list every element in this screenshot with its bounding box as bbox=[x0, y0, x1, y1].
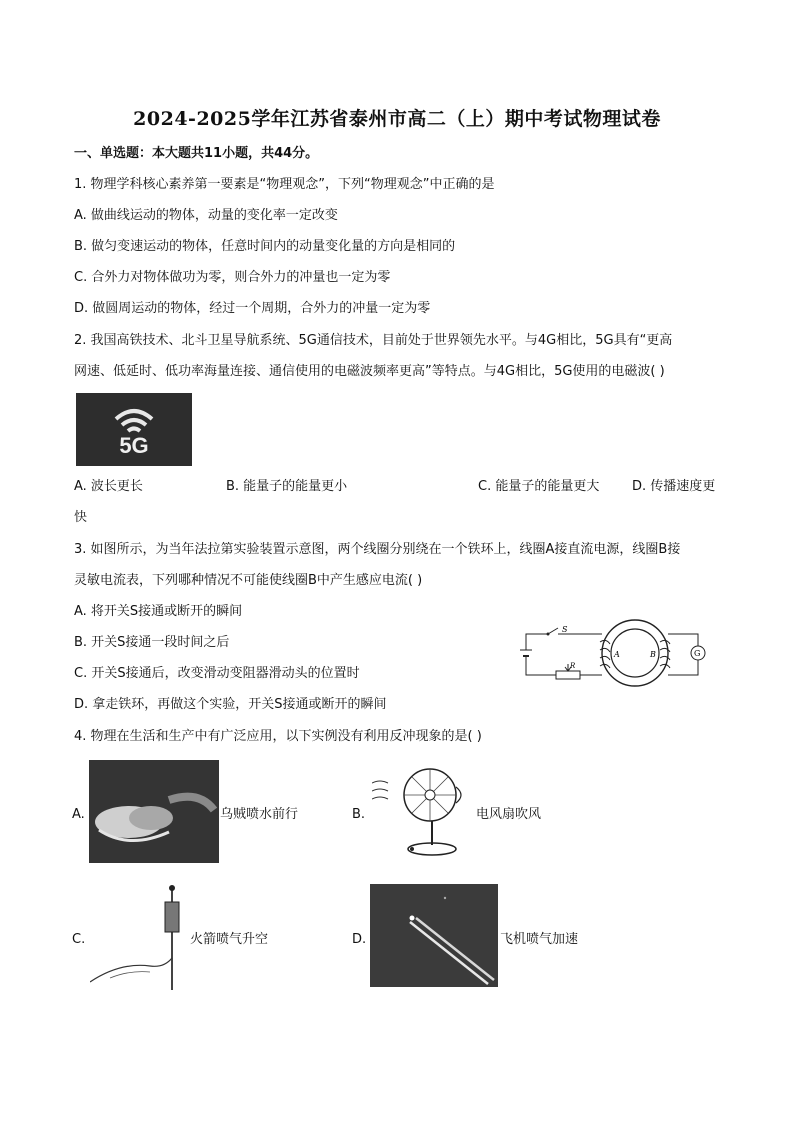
section-heading: 一、单选题：本大题共11小题，共44分。 bbox=[74, 146, 319, 161]
5g-image bbox=[76, 393, 192, 466]
q1-option-b: B. 做匀变速运动的物体，任意时间内的动量变化量的方向是相同的 bbox=[74, 239, 456, 254]
squid-image bbox=[89, 760, 219, 863]
5g-text: 5G bbox=[119, 433, 149, 458]
q3-option-d: D. 拿走铁环，再做这个实验，开关S接通或断开的瞬间 bbox=[74, 697, 387, 712]
q2-option-c: C. 能量子的能量更大 bbox=[478, 479, 600, 494]
q2-option-d: D. 传播速度更 bbox=[632, 479, 716, 494]
galvanometer-label: G bbox=[694, 649, 701, 658]
q4-option-d-label: D. bbox=[352, 932, 367, 947]
q3-option-b: B. 开关S接通一段时间之后 bbox=[74, 635, 230, 650]
q1-option-d: D. 做圆周运动的物体，经过一个周期，合外力的冲量一定为零 bbox=[74, 301, 431, 316]
q1-option-c: C. 合外力对物体做功为零，则合外力的冲量也一定为零 bbox=[74, 270, 391, 285]
page-title: 2024-2025学年江苏省泰州市高二（上）期中考试物理试卷 bbox=[133, 108, 661, 130]
q4-option-c-label: C. bbox=[72, 932, 86, 947]
rheostat-label: R bbox=[570, 662, 576, 670]
q2-option-a: A. 波长更长 bbox=[74, 479, 143, 494]
q4-option-b-text: 电风扇吹风 bbox=[476, 807, 542, 822]
q4-option-a-text: 乌贼喷水前行 bbox=[220, 807, 299, 822]
electric-fan-image bbox=[372, 763, 472, 861]
coil-b-label: B bbox=[650, 650, 656, 659]
q4-option-c-text: 火箭喷气升空 bbox=[190, 932, 269, 947]
rocket-image bbox=[90, 882, 190, 992]
q2-option-d-continued: 快 bbox=[74, 510, 88, 525]
q2-stem-line1: 2. 我国高铁技术、北斗卫星导航系统、5G通信技术，目前处于世界领先水平。与4G相比，5G具有“更高 bbox=[74, 333, 673, 348]
q1-stem: 1. 物理学科核心素养第一要素是“物理观念”，下列“物理观念”中正确的是 bbox=[74, 177, 495, 192]
switch-label: S bbox=[562, 625, 568, 634]
coil-a-label: A bbox=[614, 650, 620, 659]
q2-stem-line2: 网速、低延时、低功率海量连接、通信使用的电磁波频率更高”等特点。与4G相比，5G使用的电磁波( ) bbox=[74, 364, 665, 379]
q4-stem: 4. 物理在生活和生产中有广泛应用，以下实例没有利用反冲现象的是( ) bbox=[74, 729, 482, 744]
faraday-apparatus-diagram bbox=[518, 620, 718, 692]
q4-option-d-text: 飞机喷气加速 bbox=[500, 932, 579, 947]
jet-plane-image bbox=[370, 884, 498, 987]
q3-stem-line2: 灵敏电流表，下列哪种情况不可能使线圈B中产生感应电流( ) bbox=[74, 573, 423, 588]
q4-option-a-label: A. bbox=[72, 807, 85, 822]
q2-option-b: B. 能量子的能量更小 bbox=[226, 479, 348, 494]
q3-option-a: A. 将开关S接通或断开的瞬间 bbox=[74, 604, 243, 619]
q1-option-a: A. 做曲线运动的物体，动量的变化率一定改变 bbox=[74, 208, 338, 223]
q3-stem-line1: 3. 如图所示，为当年法拉第实验装置示意图，两个线圈分别绕在一个铁环上，线圈A接直流电源，线圈B接 bbox=[74, 542, 681, 557]
q3-option-c: C. 开关S接通后，改变滑动变阻器滑动头的位置时 bbox=[74, 666, 360, 681]
q4-option-b-label: B. bbox=[352, 807, 366, 822]
